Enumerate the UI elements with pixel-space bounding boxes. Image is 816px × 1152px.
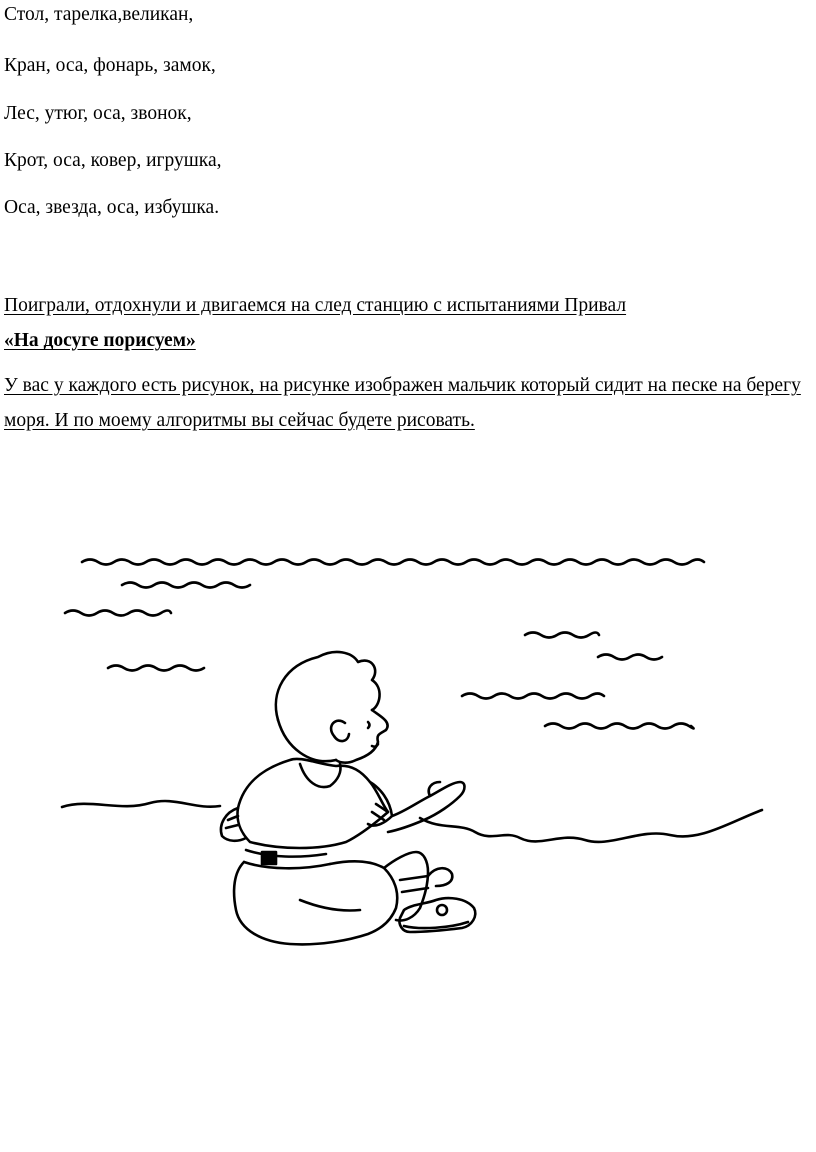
- word-line-5: Оса, звезда, оса, избушка.: [4, 197, 220, 218]
- station-title: «На досуге порисуем»: [4, 330, 196, 351]
- boy-figure: [221, 652, 475, 944]
- station-paragraph: [4, 288, 804, 358]
- ear: [331, 721, 349, 741]
- shorts: [234, 861, 397, 944]
- hair: [276, 652, 380, 720]
- word-line-3: Лес, утюг, оса, звонок,: [4, 103, 192, 124]
- word-line-1: Стол, тарелка,великан,: [4, 4, 194, 25]
- word-line-4: Крот, оса, ковер, игрушка,: [4, 150, 222, 171]
- face: [336, 710, 388, 763]
- belt: [244, 850, 330, 868]
- boy-at-sea-drawing: [0, 520, 816, 960]
- station-intro: Поиграли, отдохнули и двигаемся на след станцию с испытаниями Привал: [4, 295, 627, 316]
- shoe-upper: [428, 868, 452, 886]
- head-back: [278, 720, 336, 761]
- arm: [388, 782, 465, 832]
- shirt: [238, 759, 389, 848]
- word-line-2: Кран, оса, фонарь, замок,: [4, 55, 216, 76]
- sea-waves: [65, 560, 704, 729]
- instruction-paragraph: У вас у каждого есть рисунок, на рисунке изображен мальчик который сидит на песке на берегу моря. И по моему алгоритмы вы сейчас будете рисовать.: [4, 375, 801, 431]
